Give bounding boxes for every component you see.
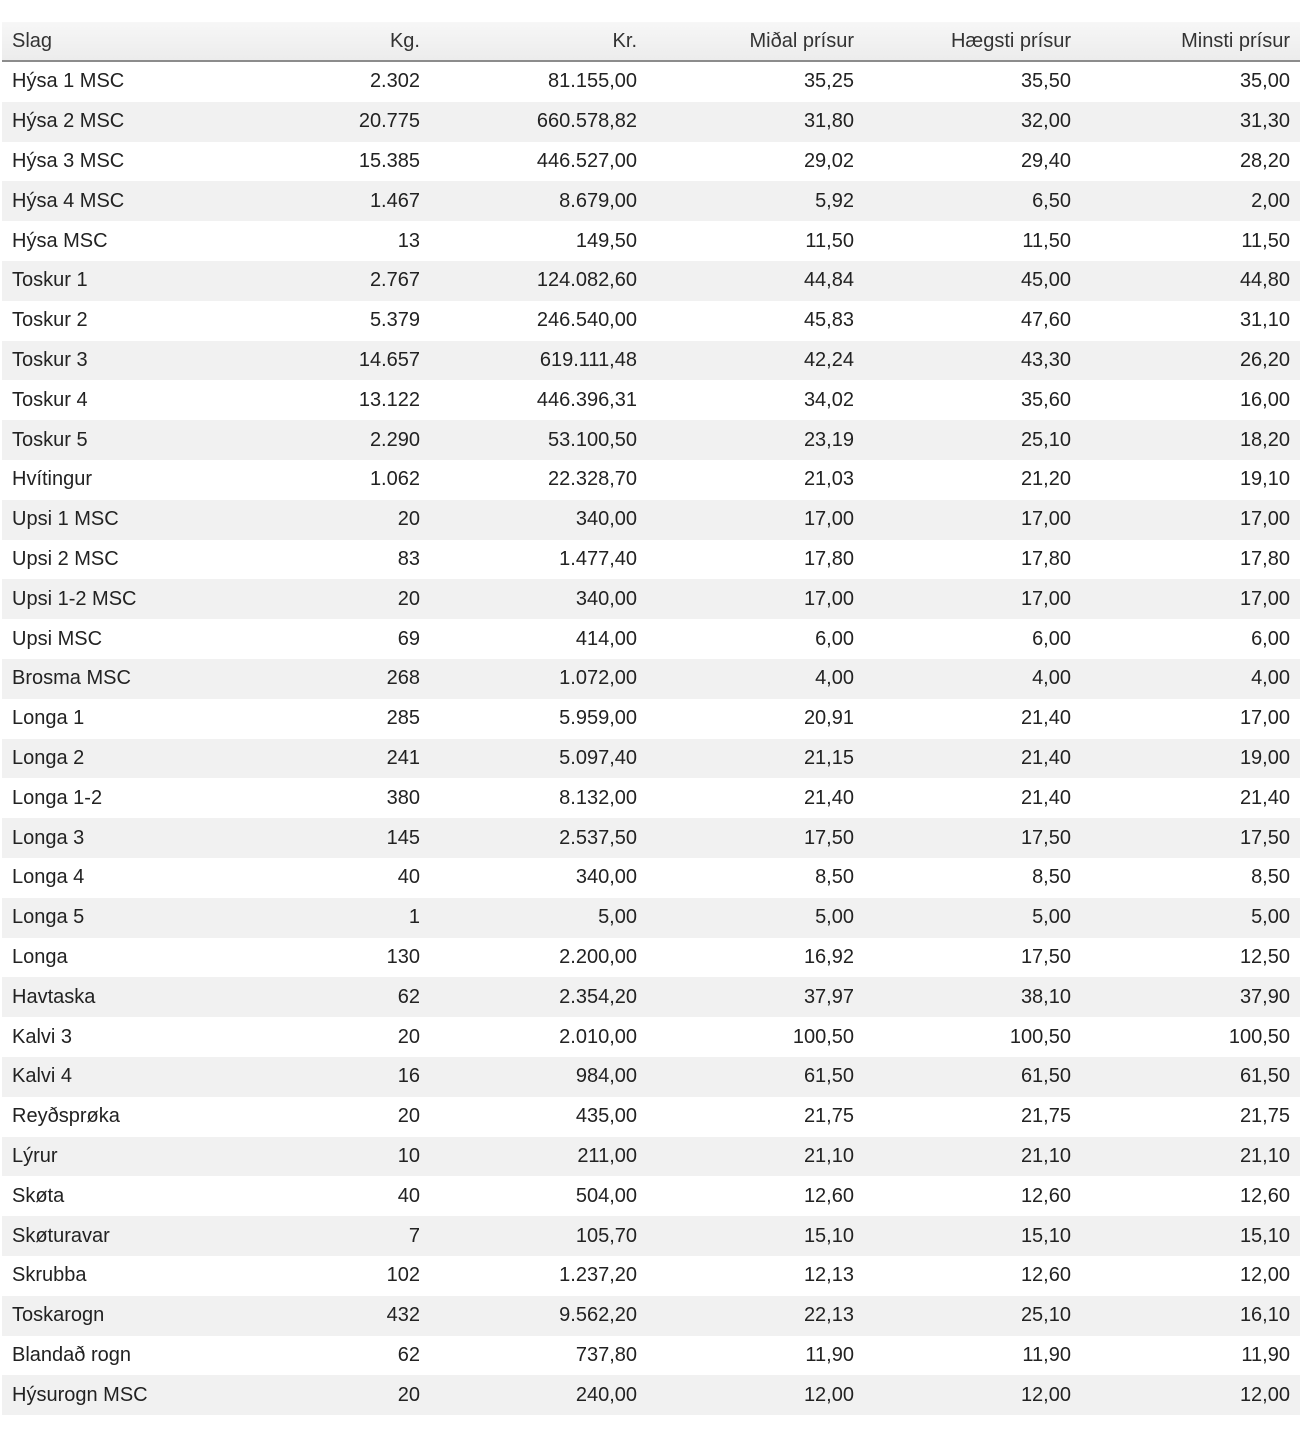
cell-average-price: 6,00 (647, 619, 864, 659)
cell-lowest-price: 21,40 (1081, 778, 1300, 818)
cell-highest-price: 6,00 (864, 619, 1081, 659)
cell-kg: 1.062 (212, 460, 430, 500)
cell-kg: 2.767 (212, 261, 430, 301)
column-header-slag[interactable]: Slag (2, 22, 212, 61)
cell-lowest-price: 17,00 (1081, 579, 1300, 619)
cell-average-price: 21,03 (647, 460, 864, 500)
cell-kg: 2.290 (212, 420, 430, 460)
cell-slag: Skøta (2, 1176, 212, 1216)
cell-kr: 5.097,40 (430, 739, 647, 779)
cell-kr: 2.354,20 (430, 977, 647, 1017)
cell-slag: Hýsa 3 MSC (2, 142, 212, 182)
cell-kg: 1 (212, 898, 430, 938)
cell-average-price: 20,91 (647, 699, 864, 739)
table-header (2, 22, 1300, 61)
cell-highest-price: 21,75 (864, 1097, 1081, 1137)
cell-slag: Longa (2, 938, 212, 978)
cell-slag: Toskur 1 (2, 261, 212, 301)
column-header-highest-price[interactable]: Hægsti prísur (864, 22, 1081, 61)
cell-lowest-price: 61,50 (1081, 1057, 1300, 1097)
cell-slag: Longa 1 (2, 699, 212, 739)
cell-slag: Toskur 4 (2, 380, 212, 420)
cell-kr: 124.082,60 (430, 261, 647, 301)
cell-lowest-price: 21,10 (1081, 1137, 1300, 1177)
cell-lowest-price: 12,60 (1081, 1176, 1300, 1216)
cell-lowest-price: 12,00 (1081, 1256, 1300, 1296)
table-row (2, 301, 1300, 341)
cell-highest-price: 12,60 (864, 1176, 1081, 1216)
cell-slag: Upsi MSC (2, 619, 212, 659)
cell-kr: 504,00 (430, 1176, 647, 1216)
cell-kg: 20 (212, 579, 430, 619)
cell-kr: 619.111,48 (430, 341, 647, 381)
cell-highest-price: 100,50 (864, 1017, 1081, 1057)
cell-slag: Havtaska (2, 977, 212, 1017)
cell-average-price: 35,25 (647, 61, 864, 102)
table-row (2, 460, 1300, 500)
cell-average-price: 37,97 (647, 977, 864, 1017)
cell-average-price: 45,83 (647, 301, 864, 341)
cell-slag: Upsi 1 MSC (2, 500, 212, 540)
cell-average-price: 11,50 (647, 221, 864, 261)
cell-lowest-price: 17,00 (1081, 500, 1300, 540)
cell-kg: 241 (212, 739, 430, 779)
cell-highest-price: 17,50 (864, 938, 1081, 978)
cell-highest-price: 38,10 (864, 977, 1081, 1017)
cell-slag: Toskur 5 (2, 420, 212, 460)
cell-slag: Longa 1-2 (2, 778, 212, 818)
cell-kg: 7 (212, 1216, 430, 1256)
cell-slag: Brosma MSC (2, 659, 212, 699)
cell-lowest-price: 28,20 (1081, 142, 1300, 182)
cell-lowest-price: 21,75 (1081, 1097, 1300, 1137)
cell-slag: Hýsa 1 MSC (2, 61, 212, 102)
cell-kr: 149,50 (430, 221, 647, 261)
cell-average-price: 44,84 (647, 261, 864, 301)
cell-kr: 5.959,00 (430, 699, 647, 739)
cell-kg: 20 (212, 1097, 430, 1137)
cell-kg: 20 (212, 1375, 430, 1415)
cell-highest-price: 6,50 (864, 181, 1081, 221)
cell-average-price: 12,60 (647, 1176, 864, 1216)
table-row (2, 1336, 1300, 1376)
cell-highest-price: 43,30 (864, 341, 1081, 381)
cell-slag: Toskur 2 (2, 301, 212, 341)
cell-slag: Blandað rogn (2, 1336, 212, 1376)
cell-slag: Lýrur (2, 1137, 212, 1177)
cell-lowest-price: 11,90 (1081, 1336, 1300, 1376)
cell-kg: 62 (212, 977, 430, 1017)
cell-average-price: 17,80 (647, 540, 864, 580)
cell-kg: 10 (212, 1137, 430, 1177)
cell-highest-price: 35,60 (864, 380, 1081, 420)
table-row (2, 380, 1300, 420)
cell-slag: Toskarogn (2, 1296, 212, 1336)
cell-average-price: 23,19 (647, 420, 864, 460)
cell-kr: 8.132,00 (430, 778, 647, 818)
cell-highest-price: 11,90 (864, 1336, 1081, 1376)
cell-lowest-price: 5,00 (1081, 898, 1300, 938)
cell-average-price: 34,02 (647, 380, 864, 420)
cell-lowest-price: 12,50 (1081, 938, 1300, 978)
cell-lowest-price: 37,90 (1081, 977, 1300, 1017)
cell-average-price: 12,00 (647, 1375, 864, 1415)
cell-lowest-price: 4,00 (1081, 659, 1300, 699)
cell-kg: 13.122 (212, 380, 430, 420)
cell-slag: Longa 2 (2, 739, 212, 779)
cell-highest-price: 17,00 (864, 579, 1081, 619)
cell-kr: 5,00 (430, 898, 647, 938)
cell-highest-price: 8,50 (864, 858, 1081, 898)
cell-lowest-price: 2,00 (1081, 181, 1300, 221)
column-header-kr[interactable]: Kr. (430, 22, 647, 61)
cell-slag: Hýsa 4 MSC (2, 181, 212, 221)
cell-lowest-price: 16,00 (1081, 380, 1300, 420)
cell-highest-price: 35,50 (864, 61, 1081, 102)
cell-average-price: 17,50 (647, 818, 864, 858)
cell-highest-price: 32,00 (864, 102, 1081, 142)
cell-highest-price: 4,00 (864, 659, 1081, 699)
cell-kr: 435,00 (430, 1097, 647, 1137)
table-row (2, 181, 1300, 221)
table-row (2, 1017, 1300, 1057)
cell-kg: 432 (212, 1296, 430, 1336)
cell-average-price: 100,50 (647, 1017, 864, 1057)
cell-average-price: 4,00 (647, 659, 864, 699)
cell-average-price: 21,10 (647, 1137, 864, 1177)
cell-lowest-price: 16,10 (1081, 1296, 1300, 1336)
cell-slag: Longa 4 (2, 858, 212, 898)
cell-kg: 1.467 (212, 181, 430, 221)
table-row (2, 1296, 1300, 1336)
cell-kg: 268 (212, 659, 430, 699)
cell-slag: Skøturavar (2, 1216, 212, 1256)
cell-highest-price: 21,20 (864, 460, 1081, 500)
table-row (2, 1137, 1300, 1177)
cell-kr: 446.527,00 (430, 142, 647, 182)
table-row (2, 659, 1300, 699)
cell-kr: 211,00 (430, 1137, 647, 1177)
cell-average-price: 21,40 (647, 778, 864, 818)
cell-kg: 20.775 (212, 102, 430, 142)
cell-average-price: 21,75 (647, 1097, 864, 1137)
cell-lowest-price: 8,50 (1081, 858, 1300, 898)
cell-lowest-price: 19,10 (1081, 460, 1300, 500)
cell-kr: 446.396,31 (430, 380, 647, 420)
cell-highest-price: 61,50 (864, 1057, 1081, 1097)
cell-kg: 14.657 (212, 341, 430, 381)
table-row (2, 61, 1300, 102)
cell-kg: 40 (212, 858, 430, 898)
cell-lowest-price: 17,50 (1081, 818, 1300, 858)
cell-highest-price: 12,60 (864, 1256, 1081, 1296)
column-header-average-price[interactable]: Miðal prísur (647, 22, 864, 61)
cell-kr: 1.237,20 (430, 1256, 647, 1296)
cell-kr: 340,00 (430, 500, 647, 540)
table-row (2, 1057, 1300, 1097)
cell-lowest-price: 19,00 (1081, 739, 1300, 779)
cell-kg: 13 (212, 221, 430, 261)
table-row (2, 579, 1300, 619)
table-row (2, 1256, 1300, 1296)
cell-highest-price: 15,10 (864, 1216, 1081, 1256)
cell-average-price: 5,00 (647, 898, 864, 938)
cell-kr: 660.578,82 (430, 102, 647, 142)
cell-lowest-price: 11,50 (1081, 221, 1300, 261)
table-row (2, 858, 1300, 898)
cell-kg: 285 (212, 699, 430, 739)
cell-kr: 105,70 (430, 1216, 647, 1256)
cell-lowest-price: 15,10 (1081, 1216, 1300, 1256)
table-row (2, 1375, 1300, 1415)
cell-kr: 8.679,00 (430, 181, 647, 221)
cell-average-price: 29,02 (647, 142, 864, 182)
cell-lowest-price: 100,50 (1081, 1017, 1300, 1057)
cell-kg: 20 (212, 500, 430, 540)
cell-kr: 340,00 (430, 858, 647, 898)
cell-kg: 40 (212, 1176, 430, 1216)
price-table-container (2, 22, 1300, 1415)
cell-slag: Hvítingur (2, 460, 212, 500)
cell-average-price: 17,00 (647, 500, 864, 540)
table-row (2, 142, 1300, 182)
cell-lowest-price: 17,00 (1081, 699, 1300, 739)
table-row (2, 261, 1300, 301)
cell-lowest-price: 31,30 (1081, 102, 1300, 142)
cell-slag: Hýsurogn MSC (2, 1375, 212, 1415)
cell-average-price: 61,50 (647, 1057, 864, 1097)
table-row (2, 977, 1300, 1017)
cell-lowest-price: 44,80 (1081, 261, 1300, 301)
cell-kr: 414,00 (430, 619, 647, 659)
table-row (2, 102, 1300, 142)
cell-kg: 130 (212, 938, 430, 978)
cell-highest-price: 21,40 (864, 739, 1081, 779)
table-row (2, 341, 1300, 381)
cell-kg: 16 (212, 1057, 430, 1097)
cell-average-price: 5,92 (647, 181, 864, 221)
cell-slag: Toskur 3 (2, 341, 212, 381)
cell-kr: 340,00 (430, 579, 647, 619)
cell-lowest-price: 6,00 (1081, 619, 1300, 659)
cell-kr: 984,00 (430, 1057, 647, 1097)
cell-slag: Kalvi 3 (2, 1017, 212, 1057)
table-row (2, 778, 1300, 818)
table-row (2, 221, 1300, 261)
cell-kg: 2.302 (212, 61, 430, 102)
cell-lowest-price: 18,20 (1081, 420, 1300, 460)
cell-slag: Upsi 1-2 MSC (2, 579, 212, 619)
cell-average-price: 16,92 (647, 938, 864, 978)
cell-kr: 9.562,20 (430, 1296, 647, 1336)
cell-lowest-price: 31,10 (1081, 301, 1300, 341)
cell-kr: 2.200,00 (430, 938, 647, 978)
cell-slag: Kalvi 4 (2, 1057, 212, 1097)
cell-kr: 240,00 (430, 1375, 647, 1415)
cell-lowest-price: 17,80 (1081, 540, 1300, 580)
table-row (2, 500, 1300, 540)
table-row (2, 818, 1300, 858)
cell-highest-price: 5,00 (864, 898, 1081, 938)
cell-slag: Upsi 2 MSC (2, 540, 212, 580)
cell-average-price: 21,15 (647, 739, 864, 779)
cell-kg: 5.379 (212, 301, 430, 341)
cell-average-price: 12,13 (647, 1256, 864, 1296)
cell-kg: 102 (212, 1256, 430, 1296)
table-row (2, 938, 1300, 978)
cell-kg: 380 (212, 778, 430, 818)
column-header-kg[interactable]: Kg. (212, 22, 430, 61)
cell-kr: 22.328,70 (430, 460, 647, 500)
cell-average-price: 22,13 (647, 1296, 864, 1336)
table-row (2, 699, 1300, 739)
cell-highest-price: 21,40 (864, 778, 1081, 818)
column-header-lowest-price[interactable]: Minsti prísur (1081, 22, 1300, 61)
cell-kg: 83 (212, 540, 430, 580)
cell-kg: 20 (212, 1017, 430, 1057)
cell-average-price: 8,50 (647, 858, 864, 898)
table-body (2, 61, 1300, 1415)
cell-average-price: 42,24 (647, 341, 864, 381)
cell-slag: Skrubba (2, 1256, 212, 1296)
cell-highest-price: 21,10 (864, 1137, 1081, 1177)
cell-kg: 145 (212, 818, 430, 858)
cell-kr: 53.100,50 (430, 420, 647, 460)
cell-slag: Hýsa MSC (2, 221, 212, 261)
cell-kr: 2.010,00 (430, 1017, 647, 1057)
header-row (2, 22, 1300, 61)
cell-average-price: 31,80 (647, 102, 864, 142)
cell-highest-price: 29,40 (864, 142, 1081, 182)
cell-lowest-price: 35,00 (1081, 61, 1300, 102)
cell-highest-price: 47,60 (864, 301, 1081, 341)
table-row (2, 420, 1300, 460)
table-row (2, 898, 1300, 938)
cell-highest-price: 17,50 (864, 818, 1081, 858)
cell-highest-price: 25,10 (864, 420, 1081, 460)
cell-highest-price: 45,00 (864, 261, 1081, 301)
cell-kr: 1.477,40 (430, 540, 647, 580)
cell-highest-price: 12,00 (864, 1375, 1081, 1415)
cell-slag: Longa 3 (2, 818, 212, 858)
cell-kr: 737,80 (430, 1336, 647, 1376)
cell-slag: Hýsa 2 MSC (2, 102, 212, 142)
cell-highest-price: 11,50 (864, 221, 1081, 261)
cell-lowest-price: 26,20 (1081, 341, 1300, 381)
table-row (2, 619, 1300, 659)
table-row (2, 1097, 1300, 1137)
table-row (2, 1216, 1300, 1256)
cell-highest-price: 21,40 (864, 699, 1081, 739)
cell-lowest-price: 12,00 (1081, 1375, 1300, 1415)
cell-highest-price: 17,80 (864, 540, 1081, 580)
cell-kg: 69 (212, 619, 430, 659)
cell-average-price: 15,10 (647, 1216, 864, 1256)
cell-kr: 81.155,00 (430, 61, 647, 102)
cell-kr: 1.072,00 (430, 659, 647, 699)
price-table (2, 22, 1300, 1415)
cell-slag: Reyðsprøka (2, 1097, 212, 1137)
cell-average-price: 17,00 (647, 579, 864, 619)
cell-kg: 62 (212, 1336, 430, 1376)
cell-kr: 2.537,50 (430, 818, 647, 858)
table-row (2, 540, 1300, 580)
table-row (2, 739, 1300, 779)
cell-kg: 15.385 (212, 142, 430, 182)
table-row (2, 1176, 1300, 1216)
cell-highest-price: 17,00 (864, 500, 1081, 540)
cell-slag: Longa 5 (2, 898, 212, 938)
cell-highest-price: 25,10 (864, 1296, 1081, 1336)
cell-kr: 246.540,00 (430, 301, 647, 341)
cell-average-price: 11,90 (647, 1336, 864, 1376)
